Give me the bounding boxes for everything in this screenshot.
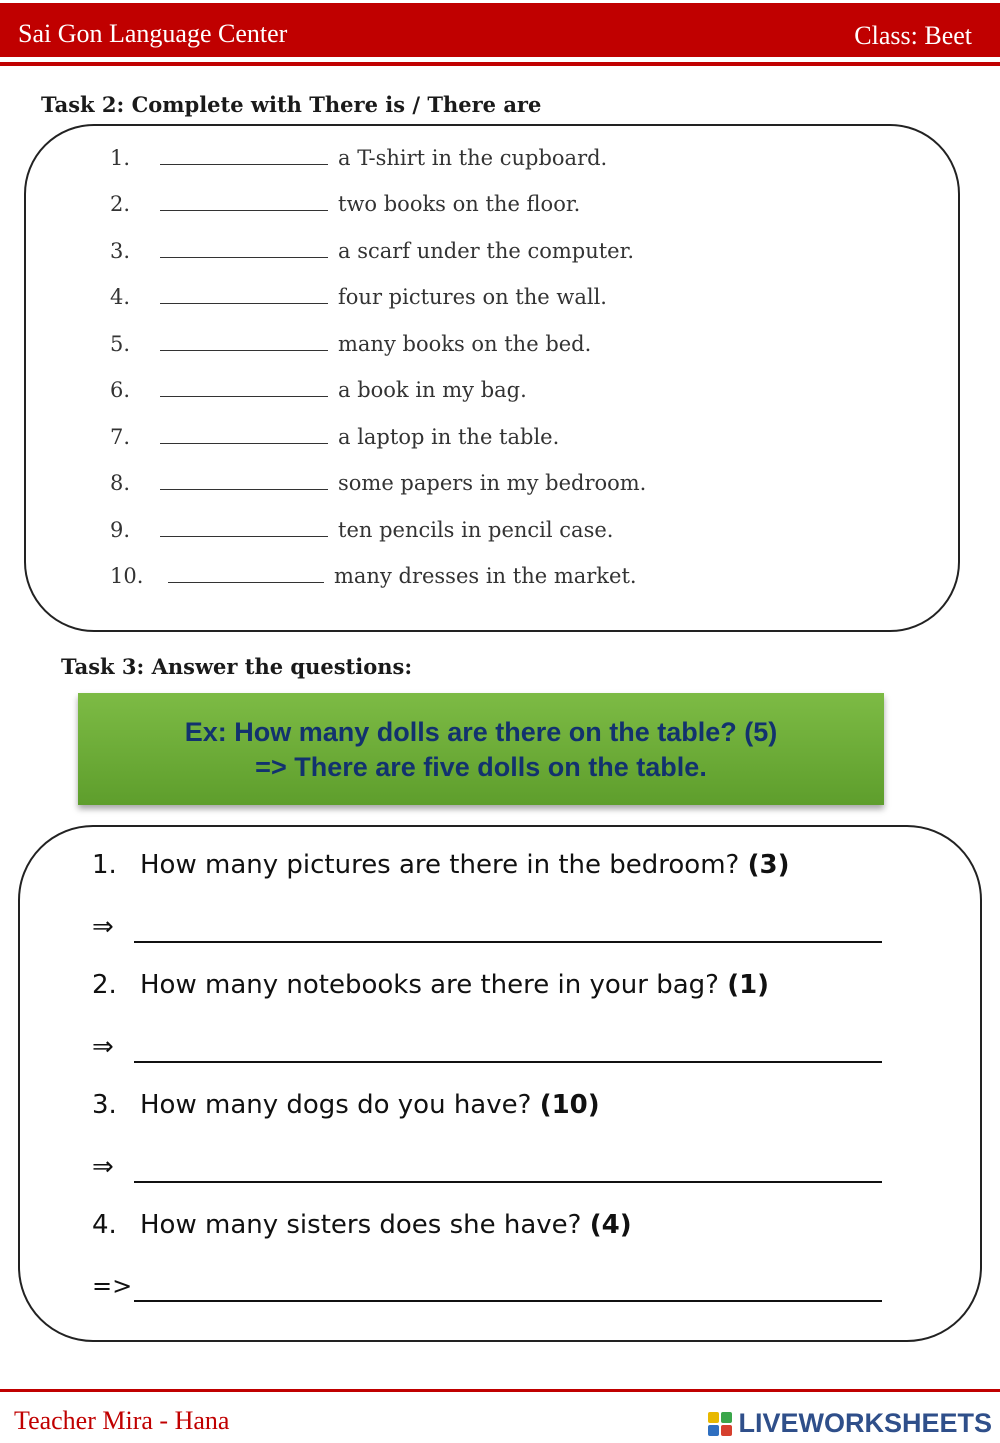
item-number: 8.: [110, 471, 131, 495]
answer-blank[interactable]: [160, 332, 328, 351]
answer-blank[interactable]: [160, 285, 328, 304]
task2-item: [110, 471, 646, 501]
liveworksheets-logo-icon: [708, 1412, 732, 1436]
question-number: 1.: [92, 850, 117, 880]
item-text: a book in my bag.: [338, 378, 527, 402]
answer-arrow: =>: [92, 1272, 133, 1300]
question-text: How many pictures are there in the bedroom?: [140, 850, 740, 880]
item-number: 4.: [110, 285, 131, 309]
answer-arrow: ⇒: [92, 1032, 114, 1062]
item-text: two books on the floor.: [338, 192, 581, 216]
question-row: [92, 1210, 632, 1240]
question-text: How many notebooks are there in your bag?: [140, 970, 719, 1000]
question-number: 3.: [92, 1090, 117, 1120]
task2-item: [110, 518, 613, 548]
item-text: four pictures on the wall.: [338, 285, 607, 309]
item-text: a scarf under the computer.: [338, 239, 634, 263]
answer-blank[interactable]: [160, 518, 328, 537]
item-number: 2.: [110, 192, 131, 216]
question-hint: (1): [727, 970, 770, 1000]
task2-item: [110, 239, 634, 269]
item-text: a laptop in the table.: [338, 425, 560, 449]
task2-item: [110, 564, 637, 594]
footer-divider: [0, 1389, 1000, 1392]
answer-blank[interactable]: [160, 471, 328, 490]
question-row: [92, 970, 769, 1000]
liveworksheets-logo[interactable]: [738, 1408, 992, 1439]
item-number: 3.: [110, 239, 131, 263]
answer-blank[interactable]: [160, 425, 328, 444]
question-number: 2.: [92, 970, 117, 1000]
question-row: [92, 1090, 600, 1120]
task2-item: [110, 332, 591, 362]
item-text: ten pencils in pencil case.: [338, 518, 614, 542]
answer-line[interactable]: [134, 1300, 882, 1302]
answer-blank[interactable]: [160, 192, 328, 211]
answer-line[interactable]: [134, 941, 882, 943]
task3-box: [18, 825, 982, 1342]
item-number: 9.: [110, 518, 131, 542]
brand-text: LIVEWORKSHEETS: [738, 1408, 992, 1438]
answer-blank[interactable]: [160, 146, 328, 165]
item-text: some papers in my bedroom.: [338, 471, 647, 495]
task2-title: Task 2: Complete with There is / There are: [41, 92, 542, 117]
answer-arrow: ⇒: [92, 912, 114, 942]
school-name: Sai Gon Language Center: [18, 19, 288, 48]
header-bar: [0, 3, 1000, 57]
task2-item: [110, 378, 527, 408]
item-text: many dresses in the market.: [334, 564, 637, 588]
example-banner: [78, 693, 884, 805]
class-label: Class: Beet: [854, 21, 972, 50]
answer-blank[interactable]: [168, 564, 324, 583]
teacher-name: Teacher Mira - Hana: [14, 1406, 230, 1435]
example-question: Ex: How many dolls are there on the table? (5): [184, 717, 778, 747]
example-answer: => There are five dolls on the table.: [255, 752, 707, 782]
answer-line[interactable]: [134, 1061, 882, 1063]
item-number: 1.: [110, 146, 131, 170]
question-hint: (10): [539, 1090, 600, 1120]
answer-blank[interactable]: [160, 239, 328, 258]
header-divider: [0, 62, 1000, 66]
item-number: 6.: [110, 378, 131, 402]
question-text: How many dogs do you have?: [140, 1090, 532, 1120]
task2-item: [110, 146, 607, 176]
item-number: 5.: [110, 332, 131, 356]
answer-blank[interactable]: [160, 378, 328, 397]
question-number: 4.: [92, 1210, 117, 1240]
question-row: [92, 850, 789, 880]
item-text: a T-shirt in the cupboard.: [338, 146, 608, 170]
question-text: How many sisters does she have?: [140, 1210, 582, 1240]
answer-arrow: ⇒: [92, 1152, 114, 1182]
item-number: 10.: [110, 564, 144, 588]
task3-title: Task 3: Answer the questions:: [61, 654, 413, 679]
task2-item: [110, 192, 580, 222]
item-number: 7.: [110, 425, 131, 449]
question-hint: (4): [589, 1210, 632, 1240]
task2-item: [110, 285, 607, 315]
question-hint: (3): [747, 850, 790, 880]
item-text: many books on the bed.: [338, 332, 592, 356]
task2-item: [110, 425, 559, 455]
answer-line[interactable]: [134, 1181, 882, 1183]
